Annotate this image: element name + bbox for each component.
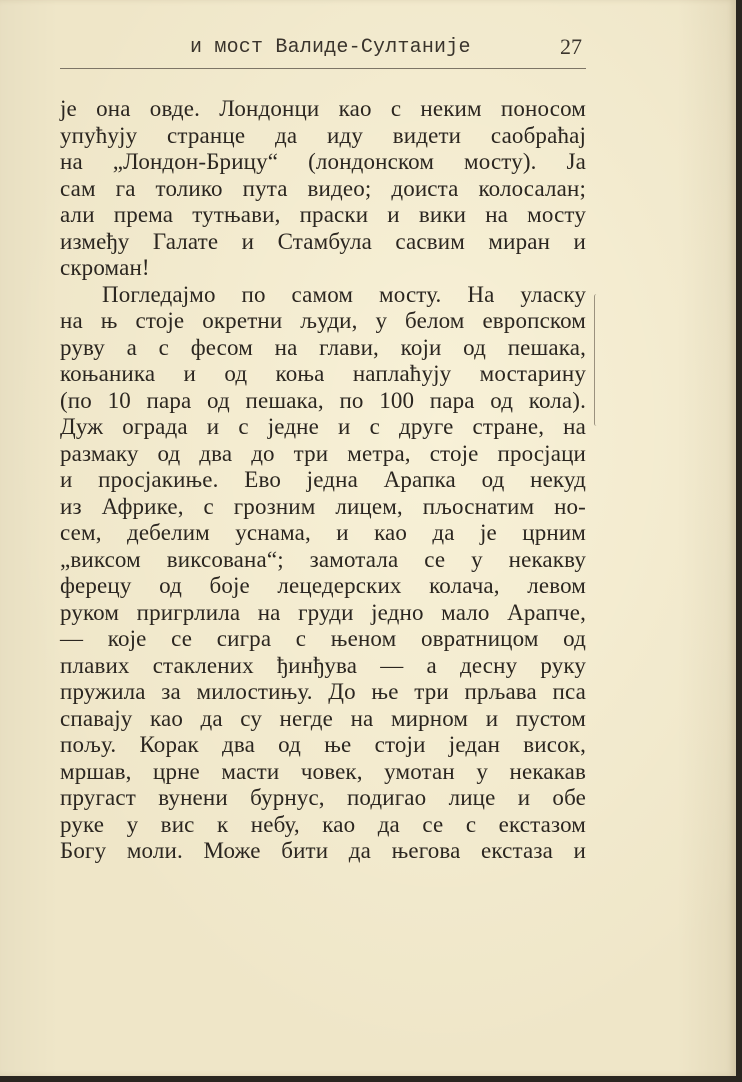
text-line: између Галате и Стамбула сасвим миран и [60,228,586,254]
text-line: Богу моли. Може бити да његова екстаза и [60,838,586,863]
text-line: на њ стоје окретни људи, у белом европском [60,308,586,333]
page-number: 27 [560,34,582,59]
text-line: „виксом виксована“; замотала се у некакву [60,546,586,572]
body-text [60,96,586,865]
text-line: пругаст вунени бурнус, подигао лице и обе [60,785,586,810]
text-line: али према тутњави, праски и вики на мосту [60,202,586,227]
text-line: спавају као да су негде на мирном и пустом [60,705,586,731]
text-line: ферецу од боје лецедерских колача, левом [60,573,586,598]
page-header [60,34,586,69]
text-line: руке у вис к небу, као да се с екстазом [60,811,586,837]
text-line: сам га толико пута видео; доиста колосалан; [60,175,586,201]
text-line: руву а с фесом на глави, који од пешака, [60,334,586,360]
text-line: пружила за милостињу. До ње три прљава пса [60,679,586,704]
text-line: — које се сигра с њеном овратницом од [60,626,586,651]
running-title: и мост Валиде-Султаније [190,36,471,59]
text-line: (по 10 пара од пешака, по 100 пара од кола). [60,387,586,413]
text-line: на „Лондон-Брицу“ (лондонском мосту). Ја [60,149,586,174]
text-line: пољу. Корак два од ње стоји један висок, [60,732,586,757]
text-line: коњаника и од коња наплаћују мостарину [60,361,586,386]
text-line: скроман! [60,255,150,280]
text-line: плавих стаклених ђинђува — а десну руку [60,652,586,678]
text-line: је она овде. Лондонци као с неким поносом [60,96,586,121]
text-line: Погледајмо по самом мосту. На уласку [102,281,586,307]
text-line: упућују странце да иду видети саобраћај [60,122,586,148]
text-line: сем, дебелим уснама, и као да је црним [60,520,586,545]
text-line: руком пригрлила на груди једно мало Арапче, [60,599,586,625]
text-line: и просјакиње. Ево једна Арапка од некуд [60,467,586,492]
text-line: из Африке, с грозним лицем, пљоснатим но- [60,493,586,519]
text-line: Дуж ограда и с једне и с друге стране, на [60,414,586,439]
margin-pencil-mark [594,294,599,426]
text-line: мршав, црне масти човек, умотан у некакав [60,758,586,784]
text-line: размаку од два до три метра, стоје просјаци [60,440,586,466]
